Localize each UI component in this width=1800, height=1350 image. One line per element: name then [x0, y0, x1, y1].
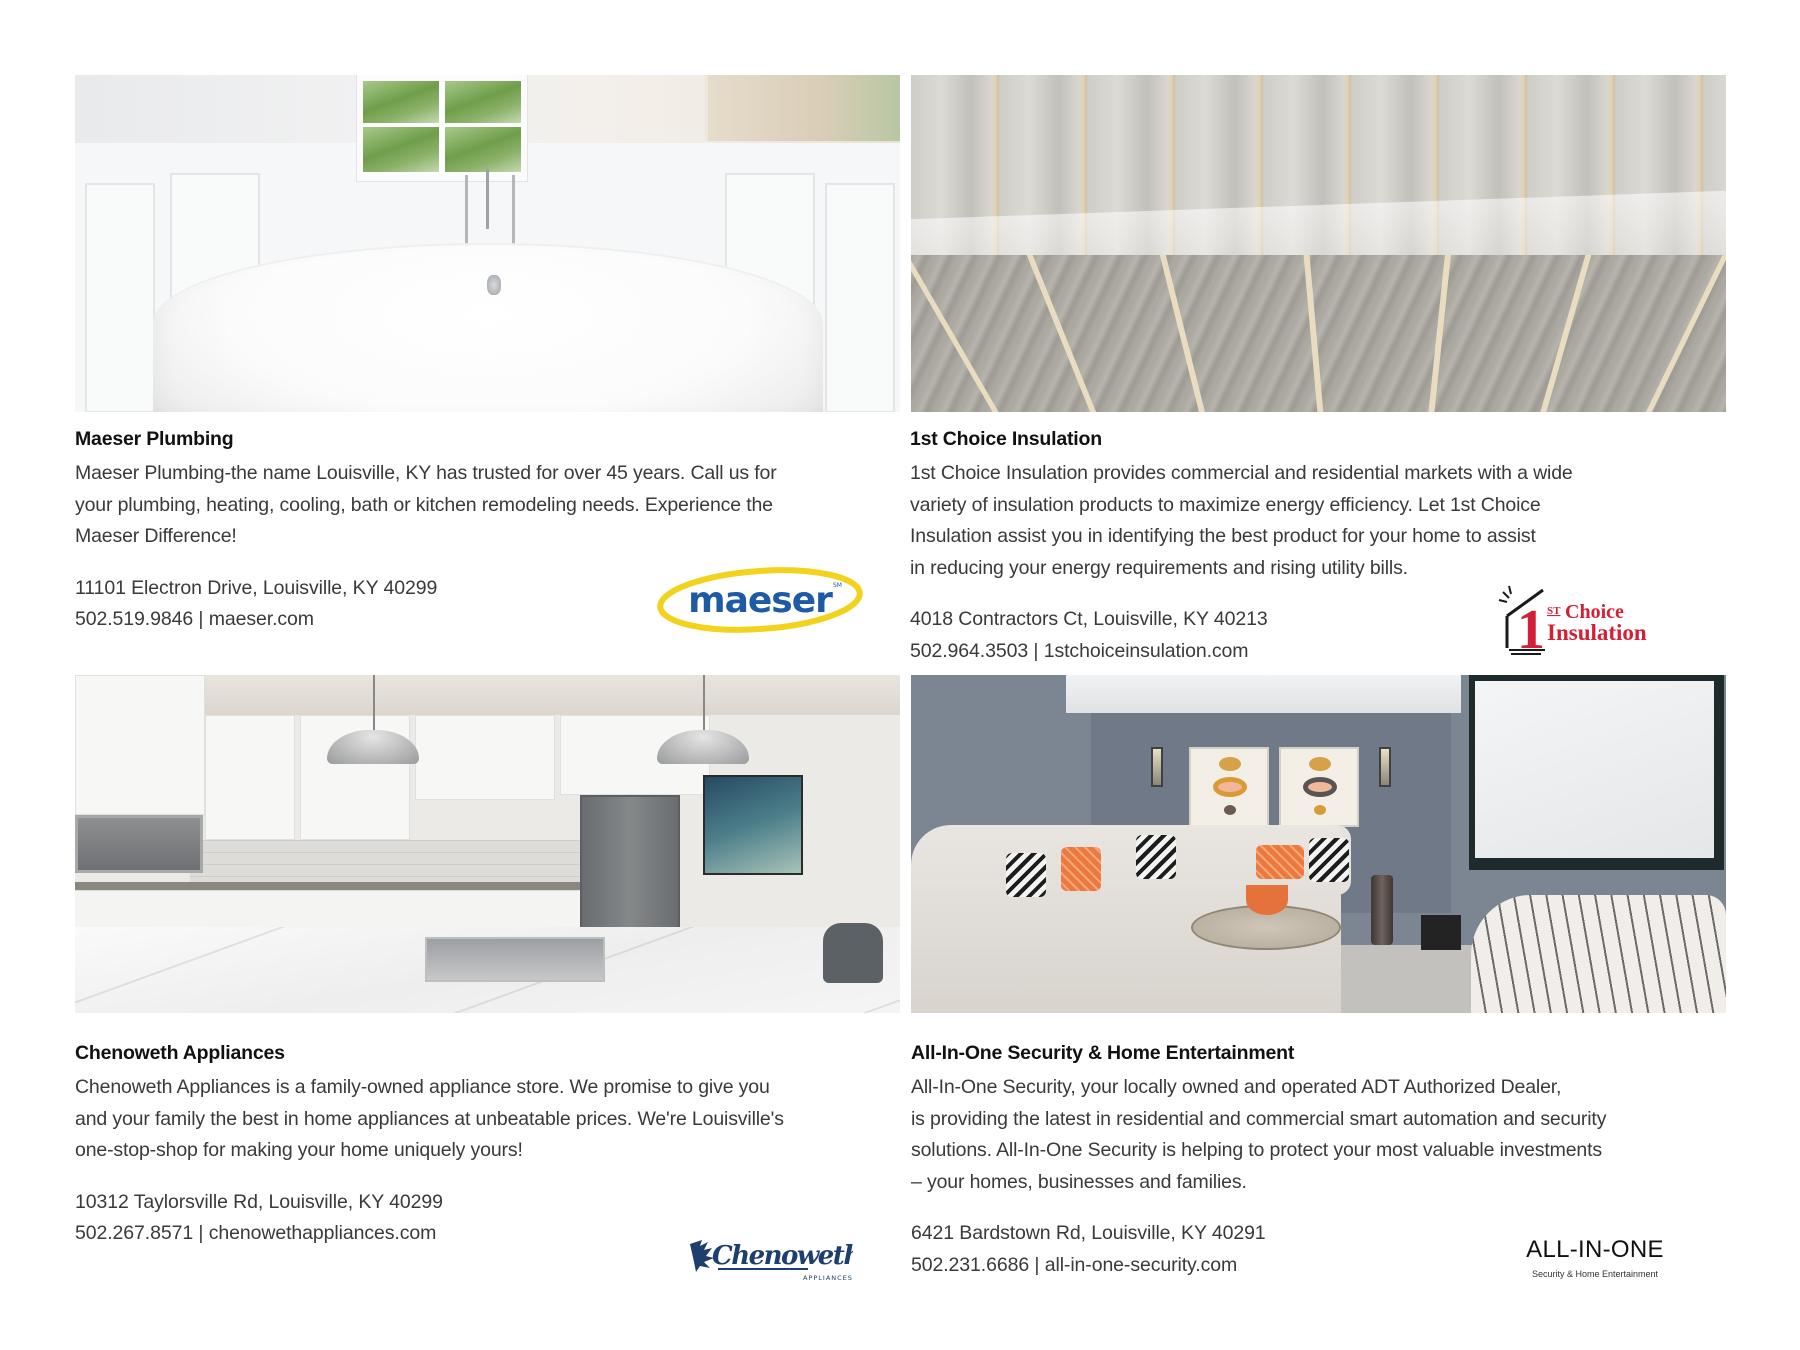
photo-soffit — [1066, 675, 1461, 713]
description-line: solutions. All-In-One Security is helping to protect your most valuable investments — [911, 1139, 1602, 1161]
listing-address: 10312 Taylorsville Rd, Louisville, KY 40299 — [75, 1190, 443, 1213]
photo-shower — [705, 75, 900, 141]
listing-address: 6421 Bardstown Rd, Louisville, KY 40291 — [911, 1222, 1266, 1244]
photo-pendant-cord — [373, 675, 375, 733]
separator: | — [198, 608, 204, 630]
listing-address: 4018 Contractors Ct, Louisville, KY 40213 — [910, 608, 1268, 630]
photo-projection-screen — [1469, 675, 1724, 870]
photo-drain — [487, 275, 501, 295]
listing-title: 1st Choice Insulation — [910, 428, 1102, 450]
photo-pillow — [1309, 838, 1349, 882]
svg-text:Insulation: Insulation — [1547, 620, 1647, 645]
description-line: one-stop-shop for making your home uniquely yours! — [75, 1139, 523, 1161]
listing-description — [75, 1072, 875, 1167]
listing-description — [911, 1072, 1711, 1198]
description-line: Insulation assist you in identifying the best product for your home to assist — [910, 525, 1536, 547]
photo-chair — [823, 923, 883, 983]
svg-text:Chenoweth: Chenoweth — [712, 1241, 853, 1271]
photo-tub — [153, 245, 823, 412]
photo-pane — [445, 127, 521, 172]
all-in-one-logo-subtitle: Security & Home Entertainment — [1531, 1269, 1659, 1279]
theater-photo — [911, 675, 1726, 1013]
photo-microwave — [75, 815, 203, 873]
description-line: your plumbing, heating, cooling, bath or kitchen remodeling needs. Experience the — [75, 493, 773, 516]
photo-art — [1189, 747, 1269, 827]
description-line: – your homes, businesses and families. — [911, 1170, 1247, 1193]
photo-pane — [363, 81, 439, 123]
maeser-logo-icon — [655, 565, 865, 635]
separator: | — [198, 1222, 204, 1244]
house-logo-icon — [1495, 580, 1675, 660]
photo-bowl — [1246, 885, 1288, 915]
listing-description — [910, 458, 1710, 584]
chenoweth-logo-icon — [688, 1234, 853, 1284]
svg-text:Choice: Choice — [1565, 601, 1624, 623]
listing-title: Maeser Plumbing — [75, 428, 234, 450]
listing-text — [75, 1041, 875, 1250]
insulation-photo — [911, 75, 1726, 412]
maeser-logo — [655, 565, 865, 635]
description-line: in reducing your energy requirements and rising utility bills. — [910, 556, 1408, 579]
photo-refrigerator — [580, 795, 680, 935]
svg-text:SM: SM — [833, 582, 842, 589]
photo-pillow — [1136, 835, 1176, 879]
chenoweth-logo — [688, 1234, 853, 1284]
photo-sconce — [1151, 747, 1163, 787]
svg-text:APPLIANCES: APPLIANCES — [803, 1274, 853, 1282]
photo-pendant-cord — [703, 675, 705, 733]
photo-sink — [425, 937, 605, 982]
description-line: 1st Choice Insulation provides commercial and residential markets with a wide — [910, 462, 1573, 484]
listing-phone[interactable]: 502.519.9846 — [75, 608, 194, 630]
photo-cabinet — [75, 675, 205, 815]
listing-title: Chenoweth Appliances — [75, 1042, 285, 1064]
listing-address: 11101 Electron Drive, Louisville, KY 40299 — [75, 576, 438, 599]
bathtub-photo — [75, 75, 900, 412]
description-line: Maeser Plumbing-the name Louisville, KY has trusted for over 45 years. Call us for — [75, 462, 777, 484]
photo-pillow — [1006, 853, 1046, 897]
description-line: Maeser Difference! — [75, 525, 237, 547]
photo-pane — [445, 81, 521, 123]
photo-window — [357, 75, 527, 181]
all-in-one-logo — [1520, 1236, 1670, 1280]
description-line: Chenoweth Appliances is a family-owned appliance store. We promise to give you — [75, 1076, 770, 1098]
svg-text:maeser: maeser — [688, 580, 832, 621]
all-in-one-logo-text: ALL-IN-ONE — [1526, 1236, 1664, 1263]
listing-title: All-In-One Security & Home Entertainment — [911, 1042, 1295, 1064]
photo-sconce — [1379, 747, 1391, 787]
listing-website-link[interactable]: all-in-one-security.com — [1044, 1253, 1238, 1276]
listing-description — [75, 458, 865, 553]
photo-artwork — [703, 775, 803, 875]
photo-panel — [85, 183, 155, 412]
photo-subwoofer — [1421, 915, 1461, 950]
description-line: is providing the latest in residential and commercial smart automation and security — [911, 1107, 1607, 1130]
svg-text:ST: ST — [1547, 605, 1561, 617]
1st-choice-insulation-logo — [1495, 580, 1675, 660]
photo-side-table — [1371, 875, 1393, 945]
photo-pillow — [1256, 845, 1304, 879]
listing-website-link[interactable]: 1stchoiceinsulation.com — [1043, 639, 1249, 662]
svg-text:1: 1 — [1517, 599, 1545, 660]
listing-phone[interactable]: 502.964.3503 — [910, 639, 1029, 662]
description-line: All-In-One Security, your locally owned and operated ADT Authorized Dealer, — [911, 1076, 1562, 1098]
kitchen-photo — [75, 675, 900, 1013]
photo-cabinet — [415, 715, 555, 800]
photo-counter — [75, 882, 595, 890]
listing-website-link[interactable]: chenowethappliances.com — [208, 1222, 437, 1244]
description-line: variety of insulation products to maximize energy efficiency. Let 1st Choice — [910, 493, 1541, 516]
description-line: and your family the best in home appliances at unbeatable prices. We're Louisville's — [75, 1107, 784, 1130]
photo-cabinet — [205, 715, 295, 840]
listing-phone[interactable]: 502.267.8571 — [75, 1222, 194, 1244]
photo-pillow — [1061, 847, 1101, 891]
separator: | — [1034, 1253, 1040, 1276]
photo-art — [1279, 747, 1359, 827]
separator: | — [1033, 639, 1039, 662]
listing-phone[interactable]: 502.231.6686 — [911, 1253, 1030, 1276]
photo-panel — [825, 183, 895, 412]
listing-website-link[interactable]: maeser.com — [208, 608, 314, 630]
photo-armchair — [1471, 895, 1726, 1013]
photo-pane — [363, 127, 439, 172]
